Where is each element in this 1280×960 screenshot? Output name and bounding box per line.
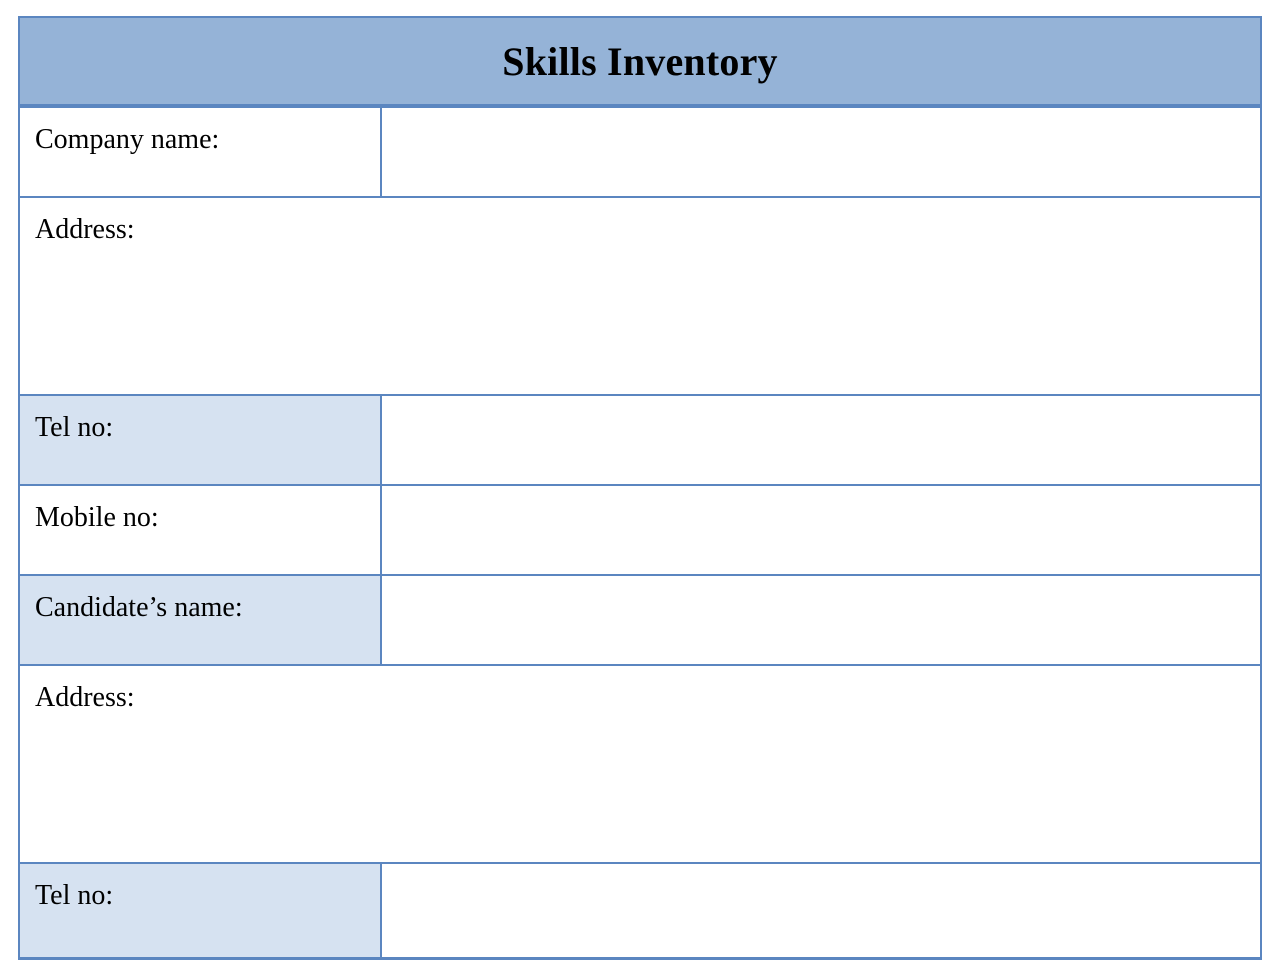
- candidate-address-row[interactable]: [20, 666, 1260, 864]
- company-tel-row: [20, 396, 1260, 486]
- skills-inventory-form: [18, 16, 1262, 960]
- company-name-label: Company name:: [20, 108, 382, 196]
- company-name-field[interactable]: [382, 108, 1260, 196]
- company-name-row: [20, 108, 1260, 198]
- candidate-tel-row: [20, 864, 1260, 960]
- candidate-tel-label: Tel no:: [20, 864, 382, 957]
- mobile-label: Mobile no:: [20, 486, 382, 574]
- mobile-field[interactable]: [382, 486, 1260, 574]
- candidate-name-row: [20, 576, 1260, 666]
- company-address-label: Address:: [35, 214, 135, 245]
- mobile-row: [20, 486, 1260, 576]
- candidate-tel-field[interactable]: [382, 864, 1260, 957]
- form-title: Skills Inventory: [502, 38, 778, 84]
- company-address-row[interactable]: [20, 198, 1260, 396]
- company-tel-label: Tel no:: [20, 396, 382, 484]
- candidate-name-label: Candidate’s name:: [20, 576, 382, 664]
- form-title-bar: [20, 18, 1260, 108]
- company-tel-field[interactable]: [382, 396, 1260, 484]
- candidate-address-label: Address:: [35, 682, 135, 713]
- candidate-name-field[interactable]: [382, 576, 1260, 664]
